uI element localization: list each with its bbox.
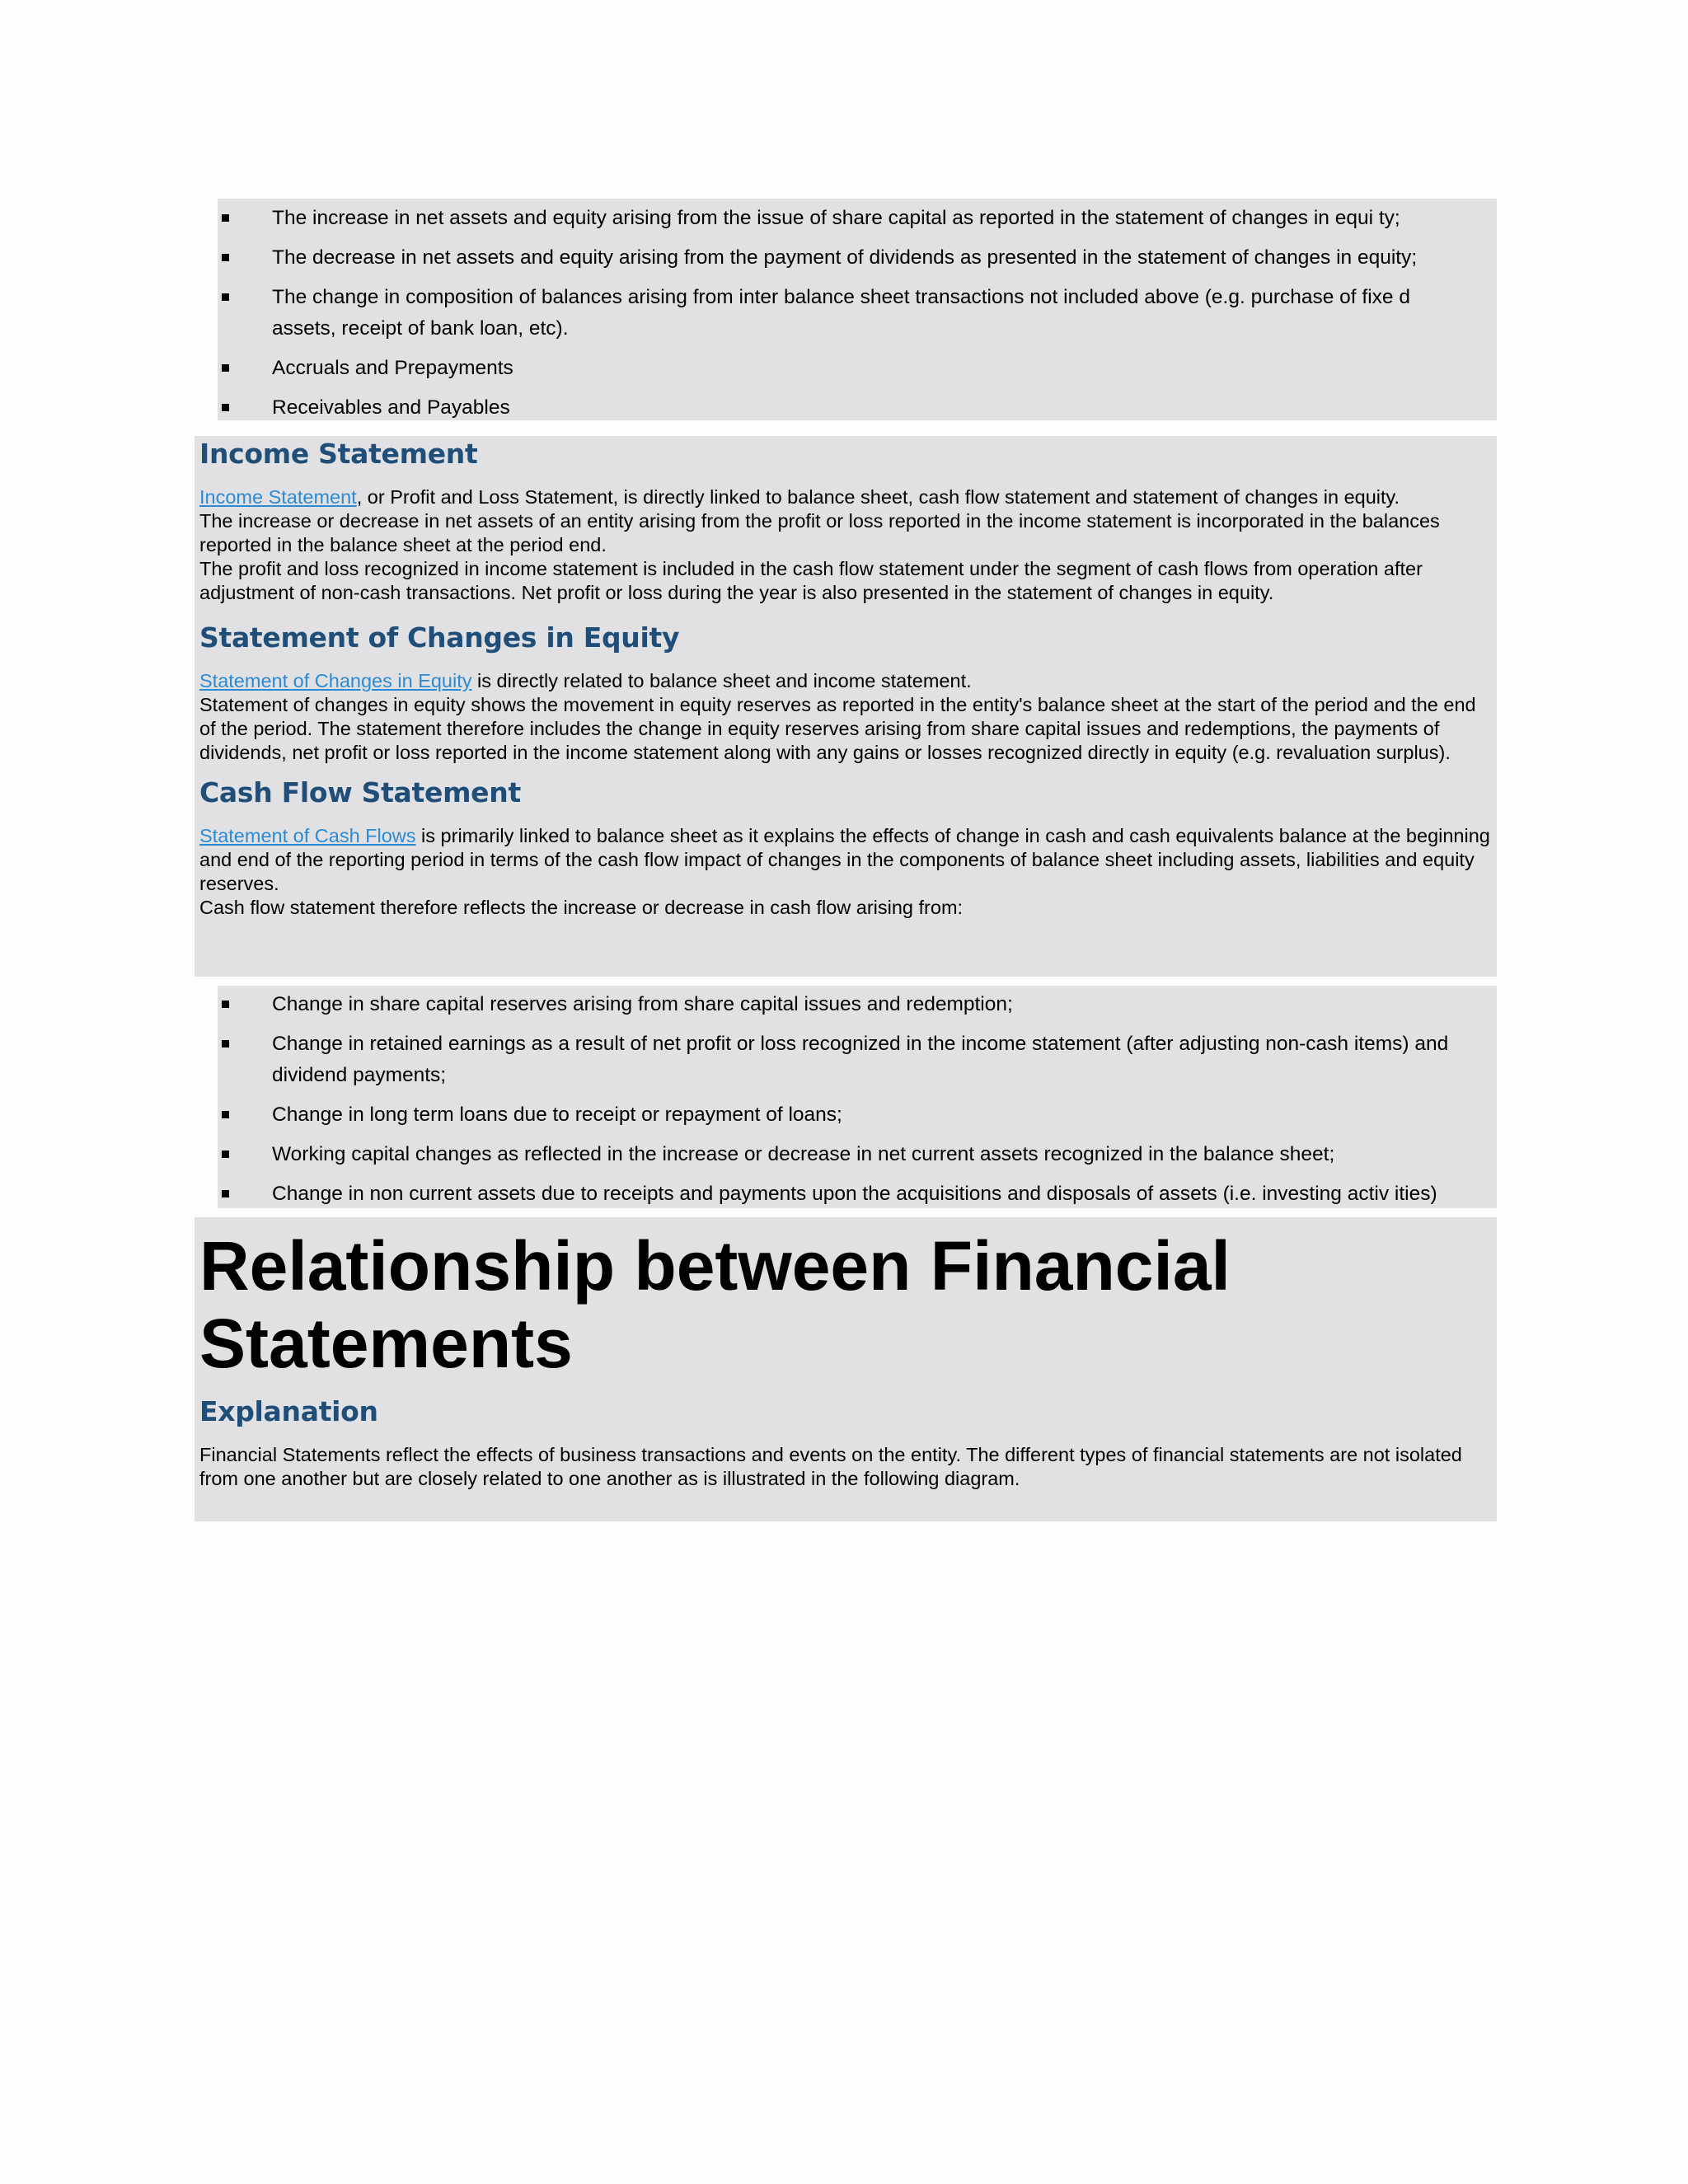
bullet-icon [222, 1001, 229, 1008]
bullet-icon [222, 1151, 229, 1158]
list-item: Change in retained earnings as a result of net profit or loss recognized in the income statement (after adjusting non-cash items) and dividend payments; [218, 1029, 1497, 1091]
relationship-section [195, 1217, 1497, 1521]
explanation-heading: Explanation [199, 1395, 378, 1427]
relationship-title: Relationship between Financial Statements [199, 1227, 1231, 1382]
income-statement-link[interactable]: Income Statement [199, 486, 357, 508]
changes-in-equity-link[interactable]: Statement of Changes in Equity [199, 670, 472, 691]
statements-sections [195, 436, 1497, 977]
changes-in-equity-heading: Statement of Changes in Equity [199, 621, 680, 654]
income-statement-para2: The increase or decrease in net assets of an entity arising from the profit or loss reported in the income statement is incorporated in the balances reported in the balance sheet at the period end. [199, 510, 1440, 555]
changes-in-equity-para1: Statement of Changes in Equity is directly related to balance sheet and income statement. [199, 670, 972, 691]
list-item: Receivables and Payables [218, 392, 1497, 424]
bullet-icon [222, 404, 229, 411]
cash-flow-para2: Cash flow statement therefore reflects the increase or decrease in cash flow arising from: [199, 897, 964, 918]
list-item: The change in composition of balances arising from inter balance sheet transactions not included above (e.g. purchase of fixe d assets, receipt of bank loan, etc). [218, 282, 1497, 344]
top-bullet-list [218, 199, 1497, 420]
income-statement-para3: The profit and loss recognized in income statement is included in the cash flow statement under the segment of cash flows from operation after adjustment of non-cash transactions. Net profit or loss during the year is also presented in the statement of changes in equity. [199, 558, 1423, 603]
bullet-icon [222, 364, 229, 372]
list-item: Working capital changes as reflected in the increase or decrease in net current assets recognized in the balance sheet; [218, 1139, 1497, 1170]
bullet-icon [222, 1040, 229, 1047]
list-item: Change in long term loans due to receipt or repayment of loans; [218, 1099, 1497, 1131]
list-item: Change in share capital reserves arising from share capital issues and redemption; [218, 989, 1497, 1020]
list-item: The decrease in net assets and equity arising from the payment of dividends as presented in the statement of changes in equity; [218, 242, 1497, 274]
list-item: Accruals and Prepayments [218, 353, 1497, 384]
changes-in-equity-para2: Statement of changes in equity shows the movement in equity reserves as reported in the entity's balance sheet at the start of the period and the end of the period. The statement therefore includes the change in equity reserves arising from share capital issues and redemptions, the payments of dividends, net profit or loss reported in the income statement along with any gains or losses recognized directly in equity (e.g. revaluation surplus). [199, 694, 1476, 763]
explanation-para: Financial Statements reflect the effects of business transactions and events on the entity. The different types of financial statements are not isolated from one another but are closely related to one another as is illustrated in the following diagram. [199, 1444, 1462, 1489]
list-item: The increase in net assets and equity arising from the issue of share capital as reported in the statement of changes in equi ty; [218, 203, 1497, 234]
income-statement-heading: Income Statement [199, 438, 478, 470]
cash-flow-heading: Cash Flow Statement [199, 776, 521, 808]
bullet-icon [222, 1190, 229, 1197]
list-item: Change in non current assets due to receipts and payments upon the acquisitions and disposals of assets (i.e. investing activ ities) [218, 1179, 1497, 1210]
bullet-icon [222, 214, 229, 222]
cash-flow-bullet-list [218, 986, 1497, 1208]
bullet-icon [222, 254, 229, 261]
income-statement-para1: Income Statement, or Profit and Loss Statement, is directly linked to balance sheet, cash flow statement and statement of changes in equity. [199, 486, 1400, 508]
cash-flows-link[interactable]: Statement of Cash Flows [199, 825, 416, 846]
bullet-icon [222, 293, 229, 301]
cash-flow-para1: Statement of Cash Flows is primarily linked to balance sheet as it explains the effects of change in cash and cash equivalents balance at the beginning and end of the reporting period in terms of the cash flow impact of changes in the components of balance sheet including assets, liabilities and equity reserves. [199, 825, 1490, 894]
bullet-icon [222, 1111, 229, 1118]
